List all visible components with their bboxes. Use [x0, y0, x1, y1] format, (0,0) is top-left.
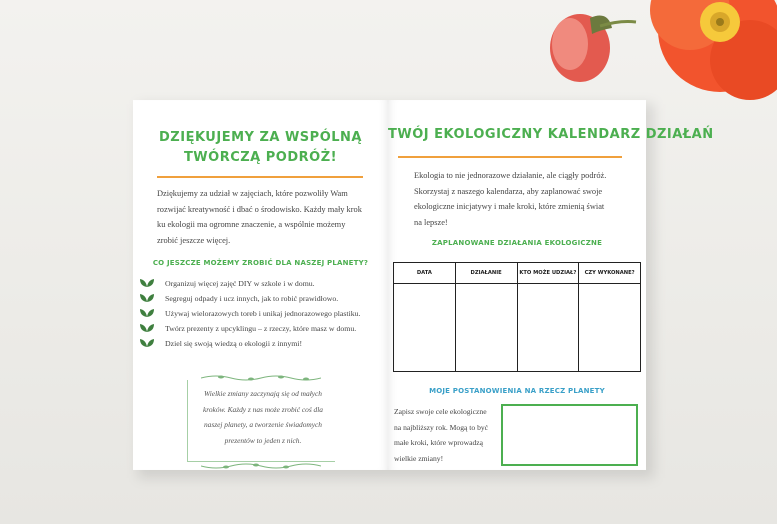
poppy-icon	[650, 0, 777, 100]
resolutions-text: Zapisz swoje cele ekologiczne na najbliższy rok. Mogą to być małe kroki, które wprowadzą wielkie zmiany!	[394, 407, 489, 463]
leaf-icon	[139, 278, 155, 288]
list-item	[139, 291, 379, 306]
resolutions-subtitle: MOJE POSTANOWIENIA NA RZECZ PLANETY	[429, 387, 605, 395]
list-item	[139, 276, 379, 291]
resolutions-writing-box	[501, 404, 638, 466]
list-item-text: Organizuj więcej zajęć DIY w szkole i w domu.	[165, 279, 315, 288]
left-intro-text: Dziękujemy za udział w zajęciach, które pozwoliły Wam rozwijać kreatywność i dbać o środowisko. Każdy mały krok ku ekologii ma ogromne znaczenie, a wspólnie możemy zrobić jeszcze więcej.	[157, 189, 362, 245]
leaf-icon	[139, 308, 155, 318]
table-row	[394, 284, 641, 372]
right-page-title: TWÓJ EKOLOGICZNY KALENDARZ DZIAŁAŃ	[388, 127, 714, 142]
vine-ornament-top	[201, 374, 321, 382]
plan-subtitle: ZAPLANOWANE DZIAŁANIA EKOLOGICZNE	[431, 239, 603, 247]
list-item	[139, 306, 379, 321]
quote-frame-line	[187, 380, 188, 462]
left-subtitle: CO JESZCZE MOŻEMY ZROBIĆ DLA NASZEJ PLANETY?	[152, 259, 369, 267]
right-intro-text: Ekologia to nie jednorazowe działanie, ale ciągły podróż. Skorzystaj z naszego kalendarza, aby zaplanować swoje ekologiczne inicjatywy i małe kroki, które zmienią świat na lepsze!	[414, 171, 607, 227]
list-item-text: Segreguj odpady i ucz innych, jak to robić prawidłowo.	[165, 294, 339, 303]
quote-text: Wielkie zmiany zaczynają się od małych kroków. Każdy z nas może zrobić coś dla naszej planety, a tworzenie świadomych prezentów to jeden z nich.	[202, 389, 324, 445]
quote-box	[187, 374, 335, 464]
left-page-title: DZIĘKUJEMY ZA WSPÓLNĄ TWÓRCZĄ PODRÓŻ!	[159, 130, 362, 165]
list-item-text: Używaj wielorazowych toreb i unikaj jednorazowego plastiku.	[165, 309, 361, 318]
leaf-icon	[139, 338, 155, 348]
leaf-icon	[139, 323, 155, 333]
eco-calendar-table	[393, 262, 641, 372]
table-header-cell: KTO MOŻE UDZIAŁ?	[517, 263, 579, 284]
table-header-cell: DATA	[394, 263, 456, 284]
eco-tips-list	[139, 276, 379, 351]
table-cell	[394, 284, 456, 372]
poppy-flowers-decoration	[540, 0, 777, 110]
bud-icon	[550, 14, 636, 82]
list-item-text: Dziel się swoją wiedzą o ekologii z innymi!	[165, 339, 303, 348]
table-header-row	[394, 263, 641, 284]
leaf-icon	[139, 293, 155, 303]
table-header-cell: CZY WYKONANE?	[579, 263, 641, 284]
table-header-cell: DZIAŁANIE	[455, 263, 517, 284]
table-cell	[579, 284, 641, 372]
left-page	[133, 100, 388, 470]
table-cell	[517, 284, 579, 372]
title-divider	[157, 176, 363, 178]
table-cell	[455, 284, 517, 372]
right-page	[388, 100, 714, 470]
list-item	[139, 336, 379, 351]
title-divider	[398, 156, 622, 158]
list-item	[139, 321, 379, 336]
vine-ornament-bottom	[201, 462, 321, 470]
list-item-text: Twórz prezenty z upcyklingu – z rzeczy, które masz w domu.	[165, 324, 357, 333]
